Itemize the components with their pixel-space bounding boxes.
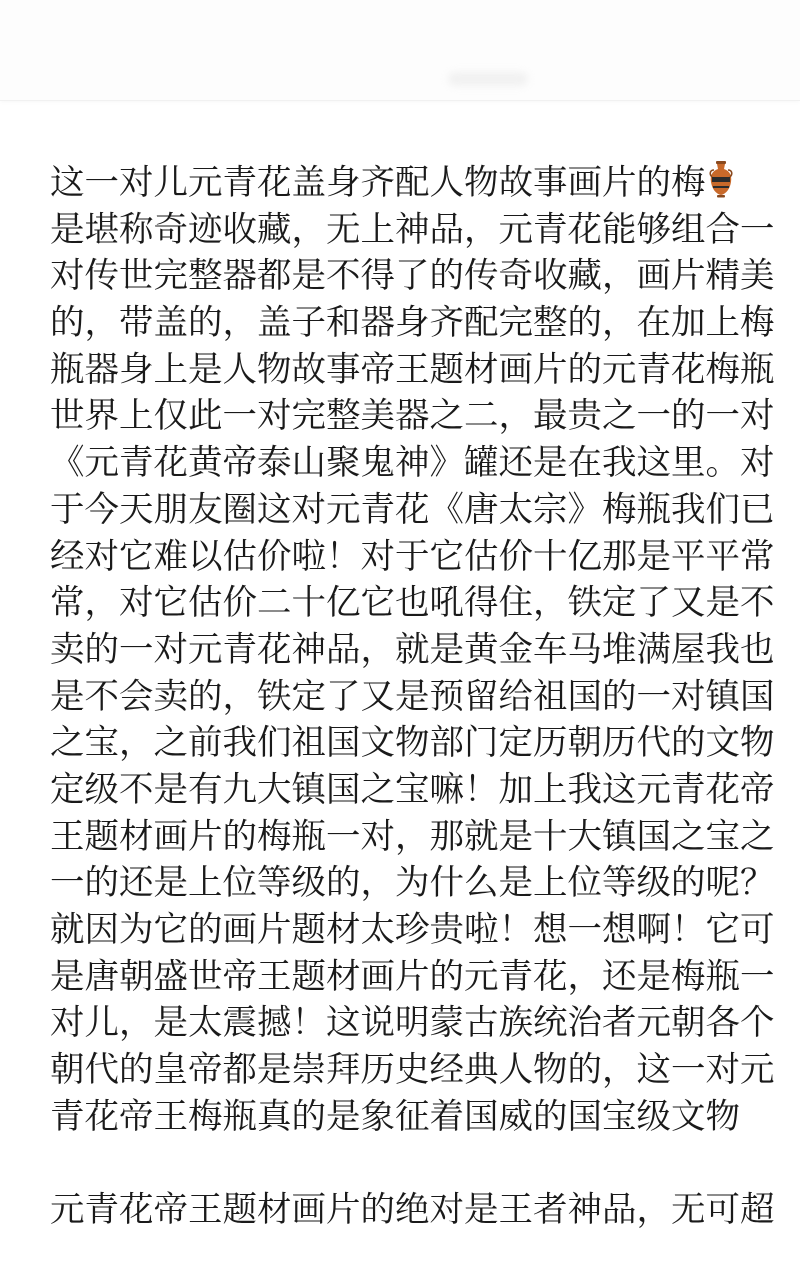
blurred-header-text — [448, 72, 528, 86]
text-line: 瓶器身上是人物故事帝王题材画片的元青花梅瓶 — [50, 349, 775, 390]
amphora-vase-icon — [708, 160, 734, 198]
text-line: 之宝，之前我们祖国文物部门定历朝历代的文物 — [50, 723, 775, 764]
text-line-content: 这一对儿元青花盖身齐配人物故事画片的梅 — [50, 163, 706, 203]
text-line: 经对它难以估价啦！对于它估价十亿那是平平常 — [50, 536, 775, 577]
text-line: 对儿，是太震撼！这说明蒙古族统治者元朝各个 — [50, 1003, 775, 1044]
text-line: 是唐朝盛世帝王题材画片的元青花，还是梅瓶一 — [50, 956, 775, 997]
text-line: 是不会卖的，铁定了又是预留给祖国的一对镇国 — [50, 676, 775, 717]
text-line: 就因为它的画片题材太珍贵啦！想一想啊！它可 — [50, 910, 775, 950]
text-line: 朝代的皇帝都是崇拜历史经典人物的，这一对元 — [50, 1050, 775, 1091]
text-line: 元青花帝王题材画片的绝对是王者神品，无可超 — [50, 1190, 775, 1231]
text-line: 世界上仅此一对完整美器之二，最贵之一的一对 — [50, 396, 775, 437]
text-line: 青花帝王梅瓶真的是象征着国威的国宝级文物 — [50, 1096, 740, 1137]
post-paragraph-1 — [50, 160, 775, 1140]
text-line: 于今天朋友圈这对元青花《唐太宗》梅瓶我们已 — [50, 489, 775, 530]
text-line: 对传世完整器都是不得了的传奇收藏，画片精美 — [50, 256, 775, 297]
text-line: 是堪称奇迹收藏，无上神品，元青花能够组合一 — [50, 209, 775, 250]
text-line: 常，对它估价二十亿它也吼得住，铁定了又是不 — [50, 583, 775, 624]
text-line: 的，带盖的，盖子和器身齐配完整的，在加上梅 — [50, 303, 775, 344]
text-line: 一的还是上位等级的，为什么是上位等级的呢？ — [50, 863, 775, 904]
post-text-body — [50, 160, 775, 1234]
text-line: 卖的一对元青花神品，就是黄金车马堆满屋我也 — [50, 629, 775, 670]
text-line: 《元青花黄帝泰山聚鬼神》罐还是在我这里。对 — [50, 443, 775, 484]
top-bar — [0, 0, 800, 101]
viewport-bottom-edge — [0, 1268, 800, 1280]
text-line: 定级不是有九大镇国之宝嘛！加上我这元青花帝 — [50, 769, 775, 810]
post-paragraph-2 — [50, 1187, 775, 1234]
text-line: 王题材画片的梅瓶一对，那就是十大镇国之宝之 — [50, 816, 775, 857]
text-line — [50, 160, 740, 207]
